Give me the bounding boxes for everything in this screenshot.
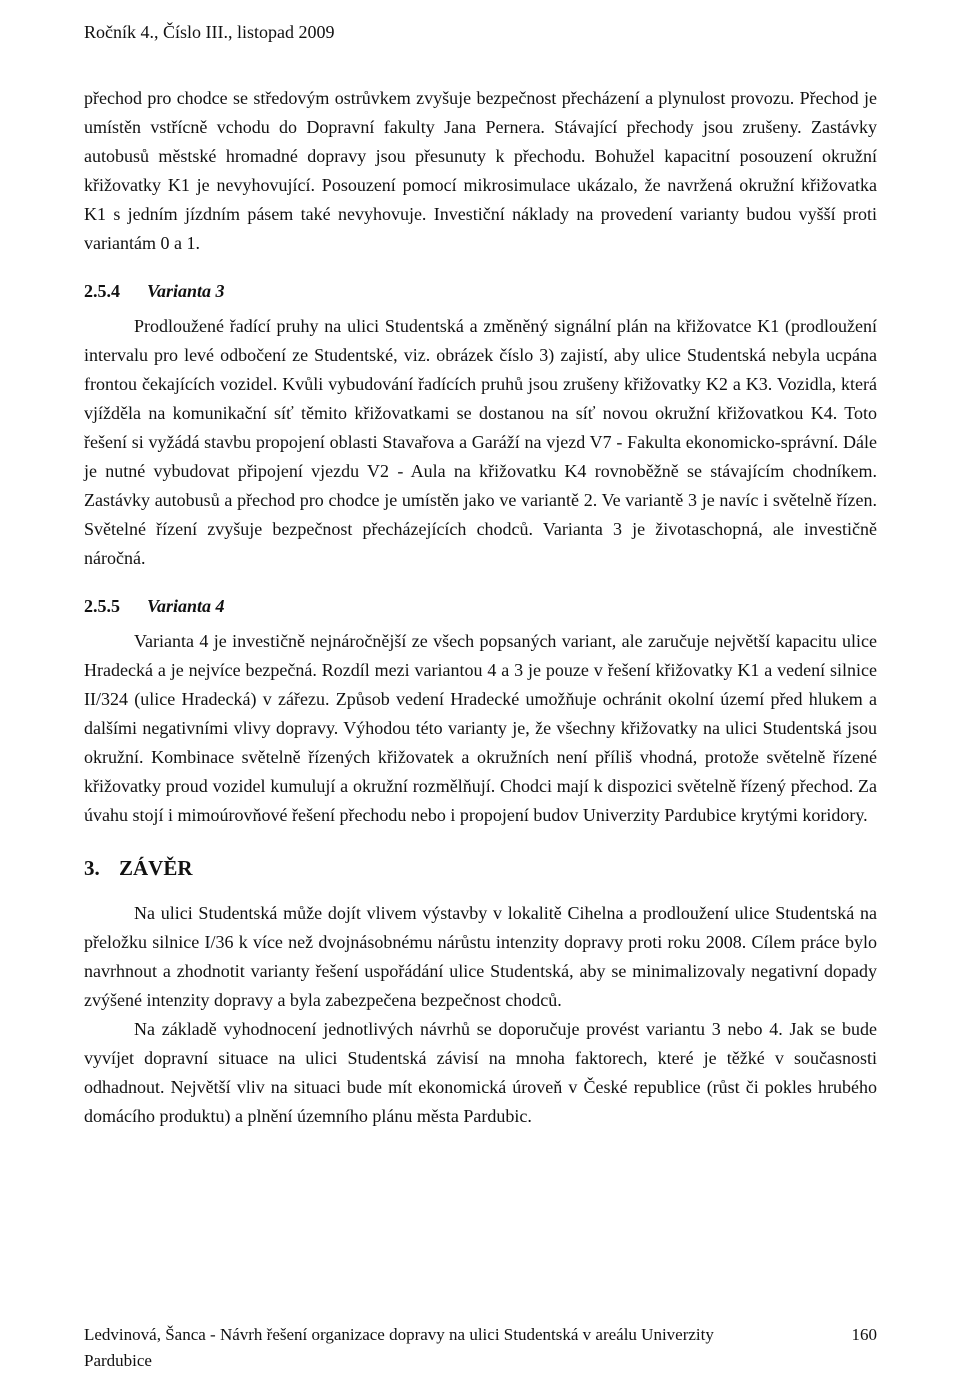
page-number: 160 (851, 1325, 877, 1344)
subsection-title: Varianta 4 (147, 596, 225, 616)
running-header: Ročník 4., Číslo III., listopad 2009 (84, 22, 335, 42)
conclusion-paragraph-2: Na základě vyhodnocení jednotlivých návrhů se doporučuje provést variantu 3 nebo 4. Jak se bude vyvíjet dopravní situace na ulici Studentská závisí na mnoha faktorech, které je těžké v současnosti odhadnout. Největší vliv na situaci bude mít ekonomická úroveň v České republice (růst či pokles hrubého domácího produktu) a plnění územního plánu města Pardubic. (84, 1019, 877, 1126)
section-number: 3. (84, 856, 100, 880)
page-footer (84, 1322, 877, 1374)
subsection-heading-2-5-5 (84, 592, 877, 621)
variant-4-paragraph: Varianta 4 je investičně nejnáročnější ze všech popsaných variant, ale zaručuje největší kapacitu ulice Hradecká a je nejvíce bezpečná. Rozdíl mezi variantou 4 a 3 je pouze v řešení křižovatky K1 a vedení silnice II/324 (ulice Hradecká) v zářezu. Způsob vedení Hradecké umožňuje ochránit okolní území před hlukem a dalšími negativními vlivy dopravy. Výhodou této varianty je, že všechny křižovatky na ulici Studentská jsou okružní. Kombinace světelně řízených křižovatek a okružních není příliš vhodná, protože světelně řízené křižovatky proud vozidel kumulují a okružní rozmělňují. Chodci mají k dispozici světelně řízený přechod. Za úvahu stojí i mimoúrovňové řešení přechodu nebo i propojení budov Univerzity Pardubice krytými koridory. (84, 631, 877, 825)
subsection-title: Varianta 3 (147, 281, 225, 301)
subsection-heading-2-5-4 (84, 277, 877, 306)
footer-citation: Ledvinová, Šanca - Návrh řešení organizace dopravy na ulici Studentská v areálu Univerzity Pardubice (84, 1325, 714, 1370)
subsection-number: 2.5.5 (84, 596, 120, 616)
conclusion-paragraph-1: Na ulici Studentská může dojít vlivem výstavby v lokalitě Cihelna a prodloužení ulice Studentská na přeložku silnice I/36 k více než dvojnásobnému nárůstu intenzity dopravy proti roku 2008. Cílem práce bylo navrhnout a zhodnotit varianty řešení uspořádání ulice Studentská, aby se minimalizovaly negativní dopady zvýšené intenzity dopravy a byla zabezpečena bezpečnost chodců. (84, 903, 877, 1010)
page-body (84, 84, 877, 1131)
subsection-number: 2.5.4 (84, 281, 120, 301)
intro-paragraph: přechod pro chodce se středovým ostrůvkem zvyšuje bezpečnost přecházení a plynulost provozu. Přechod je umístěn vstřícně vchodu do Dopravní fakulty Jana Pernera. Stávající přechody jsou zrušeny. Zastávky autobusů městské hromadné dopravy jsou přesunuty k přechodu. Bohužel kapacitní posouzení okružní křižovatky K1 je nevyhovující. Posouzení pomocí mikrosimulace ukázalo, že navržená okružní křižovatka K1 s jedním jízdním pásem také nevyhovuje. Investiční náklady na provedení varianty budou vyšší proti variantám 0 a 1. (84, 88, 877, 253)
section-title: ZÁVĚR (119, 856, 193, 880)
variant-3-paragraph: Prodloužené řadící pruhy na ulici Studentská a změněný signální plán na křižovatce K1 (prodloužení intervalu pro levé odbočení ze Studentské, viz. obrázek číslo 3) zajistí, aby ulice Studentská nebyla ucpána frontou čekajících vozidel. Kvůli vybudování řadících pruhů jsou zrušeny křižovatky K2 a K3. Vozidla, která vjížděla na komunikační síť těmito křižovatkami se dostanou na síť novou okružní křižovatkou K4. Toto řešení si vyžádá stavbu propojení oblasti Stavařova a Garáží na vjezd V7 - Fakulta ekonomicko-správní. Dále je nutné vybudovat připojení vjezdu V2 - Aula na křižovatku K4 rovnoběžně se stávajícím chodníkem. Zastávky autobusů a přechod pro chodce je umístěn jako ve variantě 2. Ve variantě 3 je navíc i světelně řízen. Světelné řízení zvyšuje bezpečnost přecházejících chodců. Varianta 3 je životaschopná, ale investičně náročná. (84, 316, 877, 568)
section-heading-conclusion (84, 854, 877, 883)
